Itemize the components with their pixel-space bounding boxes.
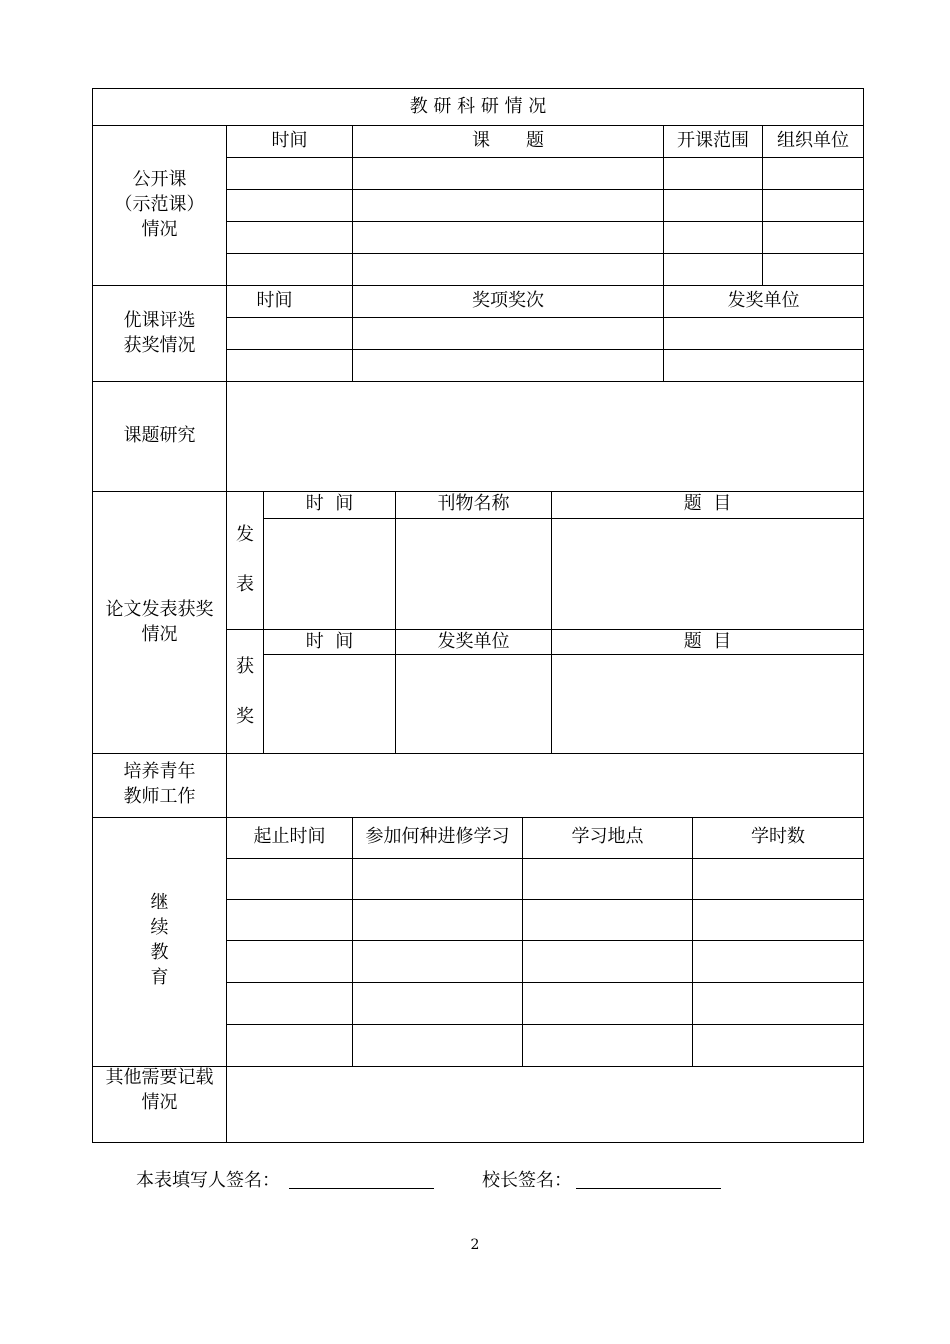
other-input-area[interactable] [227, 1067, 863, 1142]
award-class-header-prize: 奖项奖次 [472, 290, 544, 311]
open-class-input-area[interactable] [227, 158, 863, 285]
youth-input-area[interactable] [227, 754, 863, 817]
research-label: 课题研究 [123, 425, 196, 446]
border-right [863, 88, 864, 1143]
paper-award-header-issuer: 发奖单位 [437, 631, 510, 652]
continuing-label-2: 续 [150, 917, 169, 938]
papers-label-1: 论文发表获奖 [105, 599, 214, 620]
principal-signature-label: 校长签名： [482, 1170, 572, 1191]
continuing-header-period: 起止时间 [253, 826, 326, 847]
open-class-header-org: 组织单位 [777, 130, 849, 151]
publish-header-journal: 刊物名称 [437, 493, 510, 514]
publish-label-2: 表 [236, 574, 254, 595]
paper-award-header-time: 时 间 [305, 631, 354, 652]
continuing-input-area[interactable] [227, 859, 863, 1066]
continuing-header-study: 参加何种进修学习 [365, 826, 510, 847]
publish-header-time: 时 间 [305, 493, 354, 514]
youth-label-2: 教师工作 [123, 786, 196, 807]
paper-award-label-1: 获 [236, 656, 254, 677]
continuing-header-hours: 学时数 [751, 826, 805, 847]
award-class-label-2: 获奖情况 [123, 335, 196, 356]
other-label-2: 情况 [141, 1092, 178, 1113]
award-class-header-time: 时间 [256, 290, 293, 311]
paper-award-input-area[interactable] [264, 655, 863, 753]
border-bottom [92, 1142, 864, 1143]
filler-signature-label: 本表填写人签名： [136, 1170, 280, 1191]
continuing-label-1: 继 [150, 892, 169, 913]
continuing-label-3: 教 [150, 942, 169, 963]
publish-label-1: 发 [236, 524, 254, 545]
publish-header-title: 题 目 [683, 493, 732, 514]
page-number: 2 [470, 1237, 480, 1253]
paper-award-header-title: 题 目 [683, 631, 732, 652]
open-class-label-1: 公开课 [132, 169, 187, 190]
papers-label-2: 情况 [141, 624, 178, 645]
continuing-label-4: 育 [150, 967, 169, 988]
form-title: 教 研 科 研 情 况 [409, 96, 547, 117]
youth-section-bottom [92, 817, 864, 818]
youth-label-1: 培养青年 [123, 761, 196, 782]
open-class-label-2: （示范课） [114, 194, 205, 215]
title-divider [92, 125, 864, 126]
filler-signature-line[interactable] [289, 1188, 434, 1189]
principal-signature-line[interactable] [576, 1188, 721, 1189]
open-class-header-scope: 开课范围 [677, 130, 749, 151]
other-label-1: 其他需要记载 [105, 1067, 214, 1088]
continuing-header-location: 学习地点 [571, 826, 644, 847]
open-section-bottom [92, 285, 864, 286]
open-class-label-3: 情况 [141, 219, 178, 240]
paper-award-label-2: 奖 [236, 706, 254, 727]
award-class-input-area[interactable] [227, 318, 863, 381]
award-class-label-1: 优课评选 [123, 310, 196, 331]
open-class-header-topic: 课 题 [472, 130, 544, 151]
border-top [92, 88, 864, 89]
research-input-area[interactable] [227, 382, 863, 491]
award-class-header-issuer: 发奖单位 [727, 290, 800, 311]
open-class-header-time: 时间 [271, 130, 308, 151]
publish-input-area[interactable] [264, 519, 863, 629]
